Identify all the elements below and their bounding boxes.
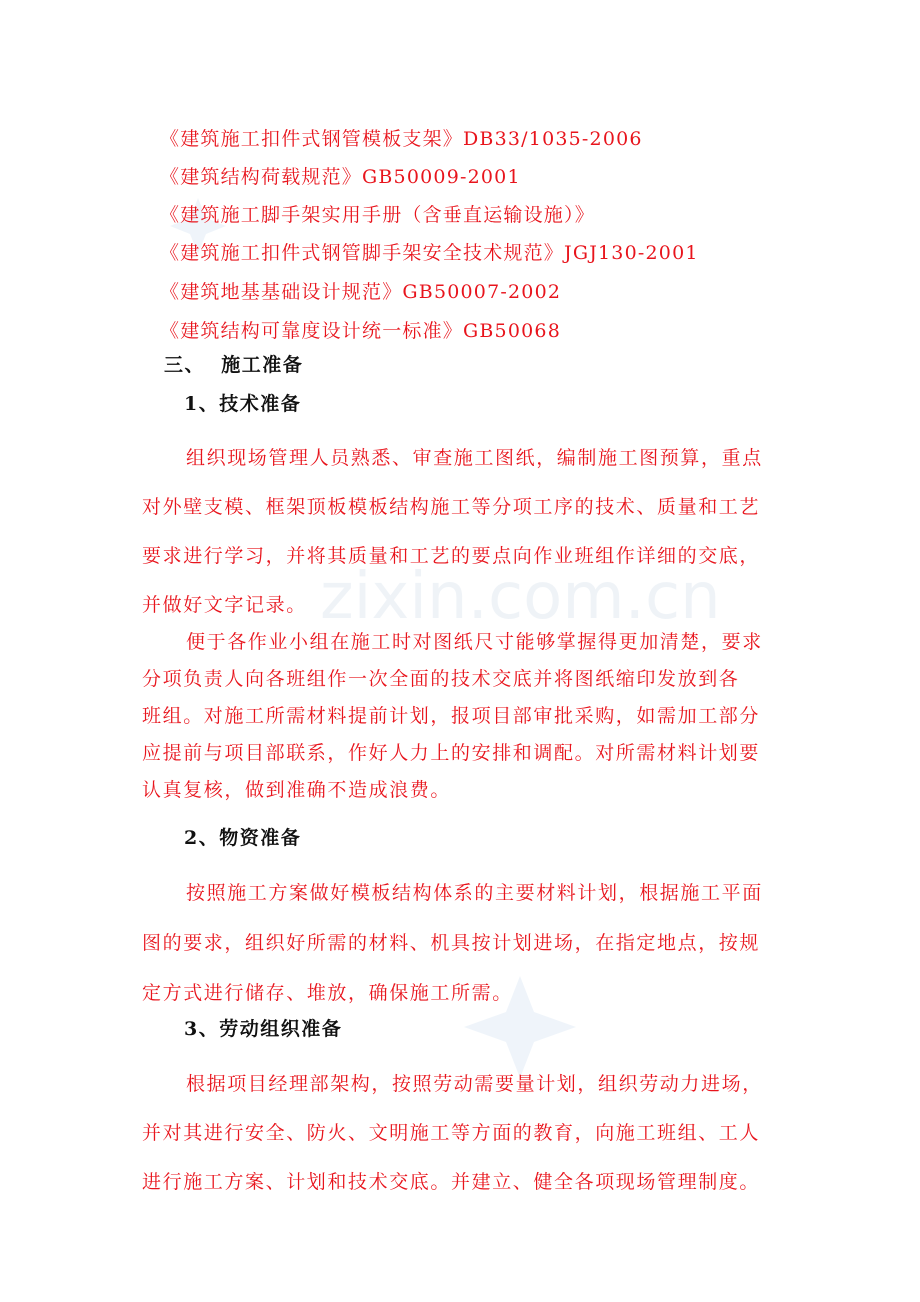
text-line: 认真复核，做到准确不造成浪费。 xyxy=(142,779,452,801)
reference-item: 《建筑结构可靠度设计统一标准》GB50068 xyxy=(160,320,561,342)
reference-item: 《建筑施工扣件式钢管模板支架》DB33/1035-2006 xyxy=(160,128,643,150)
reference-item: 《建筑结构荷载规范》GB50009-2001 xyxy=(160,166,521,188)
tech-paragraph-2 xyxy=(142,624,782,809)
material-paragraph xyxy=(142,868,782,1018)
labor-paragraph xyxy=(142,1060,782,1207)
text-line: 定方式进行储存、堆放，确保施工所需。 xyxy=(142,982,513,1004)
text-line: 班组。对施工所需材料提前计划，报项目部审批采购，如需加工部分 xyxy=(142,705,761,727)
text-line: 应提前与项目部联系，作好人力上的安排和调配。对所需材料计划要 xyxy=(142,742,761,764)
subsection-heading-material: 2、物资准备 xyxy=(184,827,302,849)
subsection-heading-labor: 3、劳动组织准备 xyxy=(184,1018,343,1040)
text-line: 并做好文字记录。 xyxy=(142,594,307,616)
text-line: 要求进行学习，并将其质量和工艺的要点向作业班组作详细的交底， xyxy=(142,545,761,567)
text-line: 图的要求，组织好所需的材料、机具按计划进场，在指定地点，按规 xyxy=(142,932,761,954)
text-line: 并对其进行安全、防火、文明施工等方面的教育，向施工班组、工人 xyxy=(142,1122,761,1144)
reference-item: 《建筑施工脚手架实用手册（含垂直运输设施）》 xyxy=(160,204,595,226)
subsection-heading-tech: 1、技术准备 xyxy=(184,393,302,415)
text-line: 便于各作业小组在施工时对图纸尺寸能够掌握得更加清楚，要求 xyxy=(186,631,763,653)
text-line: 进行施工方案、计划和技术交底。并建立、健全各项现场管理制度。 xyxy=(142,1171,761,1193)
tech-paragraph-1 xyxy=(142,434,782,630)
watermark-text: zixin.com.cn xyxy=(320,560,721,634)
section-title: 三、 施工准备 xyxy=(164,354,304,376)
text-line: 分项负责人向各班组作一次全面的技术交底并将图纸缩印发放到各 xyxy=(142,668,740,690)
text-line: 对外壁支模、框架顶板模板结构施工等分项工序的技术、质量和工艺 xyxy=(142,496,761,518)
reference-item: 《建筑地基基础设计规范》GB50007-2002 xyxy=(160,281,562,303)
reference-item: 《建筑施工扣件式钢管脚手架安全技术规范》JGJ130-2001 xyxy=(160,242,699,264)
text-line: 根据项目经理部架构，按照劳动需要量计划，组织劳动力进场， xyxy=(186,1073,763,1095)
text-line: 按照施工方案做好模板结构体系的主要材料计划，根据施工平面 xyxy=(186,882,763,904)
text-line: 组织现场管理人员熟悉、审查施工图纸，编制施工图预算，重点 xyxy=(186,447,763,469)
